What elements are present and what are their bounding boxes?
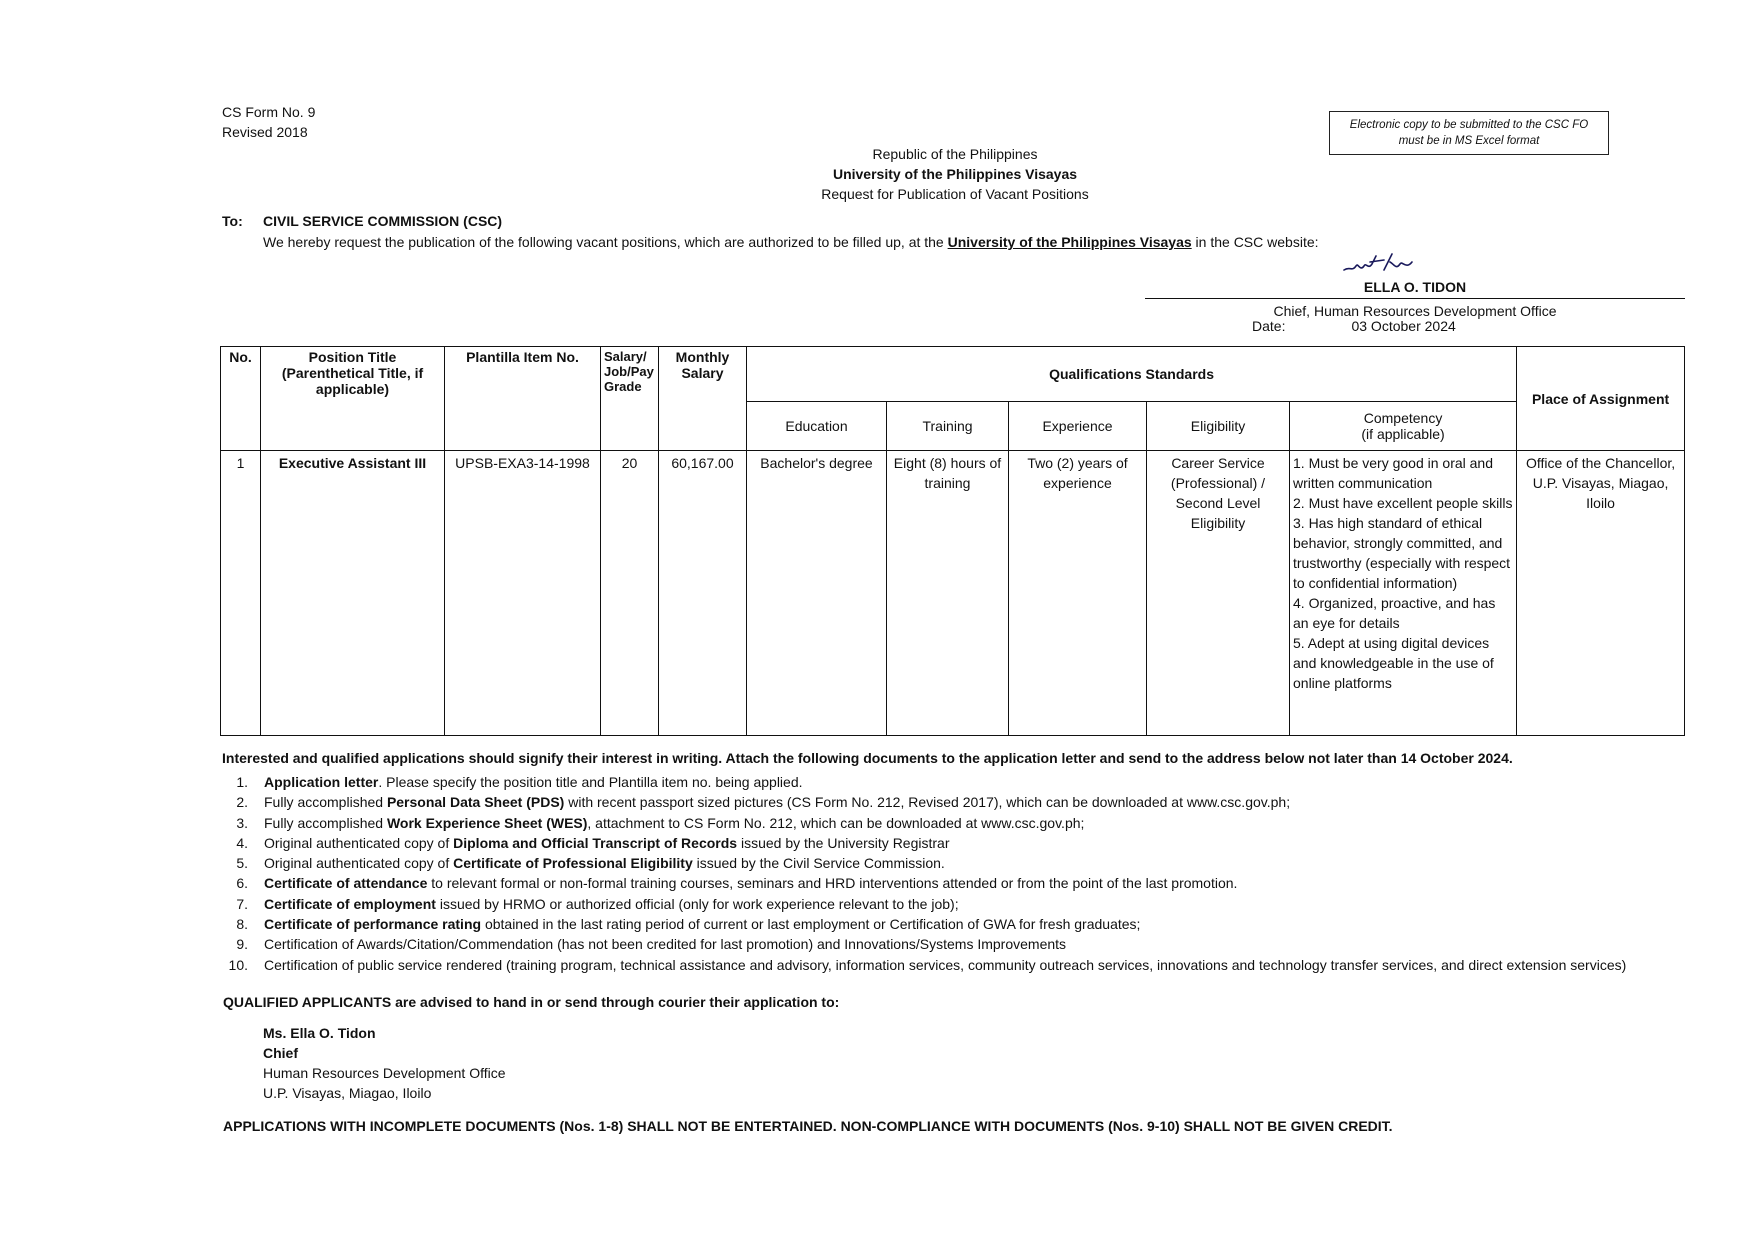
- cell-education: Bachelor's degree: [747, 451, 887, 736]
- item-text: Certification of Awards/Citation/Commendation (has not been credited for last promotion) and Innovations/Systems Improvements: [264, 936, 1067, 953]
- item-number: 7.: [236, 895, 248, 912]
- header-place: Place of Assignment: [1517, 347, 1685, 451]
- address-name: Ms. Ella O. Tidon: [263, 1025, 376, 1041]
- header-agency: University of the Philippines Visayas: [832, 166, 1078, 182]
- competency-item: 3. Has high standard of ethical behavior, strongly committed, and trustworthy (especially with respect to confidential information): [1293, 515, 1511, 591]
- header-country: Republic of the Philippines: [872, 146, 1038, 162]
- cell-salary: 60,167.00: [659, 451, 747, 736]
- item-bold: Certificate of attendance: [264, 875, 428, 892]
- list-item: [222, 853, 1626, 873]
- item-text: issued by the Civil Service Commission.: [692, 855, 945, 872]
- date-value: 03 October 2024: [1351, 318, 1456, 334]
- form-number: CS Form No. 9: [222, 104, 316, 120]
- address-office: Human Resources Development Office: [263, 1065, 506, 1081]
- item-text: Certification of public service rendered (training program, technical assistance and advisory, information services, community outreach services, innovations and technology transfer services, and direct extension services): [264, 956, 1627, 973]
- competency-item: 1. Must be very good in oral and written communication: [1293, 455, 1494, 491]
- header-qualifications: Qualifications Standards: [747, 347, 1517, 402]
- list-item: [222, 934, 1626, 954]
- final-notice: APPLICATIONS WITH INCOMPLETE DOCUMENTS (Nos. 1-8) SHALL NOT BE ENTERTAINED. NON-COMPLIANCE WITH DOCUMENTS (Nos. 9-10) SHALL NOT BE GIVEN CREDIT.: [223, 1118, 1393, 1134]
- list-item: [222, 772, 1626, 792]
- signatory-block: [1145, 277, 1685, 321]
- header-education: Education: [747, 402, 887, 451]
- application-instructions: Interested and qualified applications should signify their interest in writing. Attach the following documents to the application letter and send to the address below not later than 14 October 2024.: [222, 750, 1513, 766]
- excel-format-notice: [1329, 111, 1609, 155]
- signatory-title: Chief, Human Resources Development Office: [1273, 303, 1557, 319]
- competency-item: 2. Must have excellent people skills: [1293, 495, 1513, 511]
- date-row: [1252, 318, 1456, 334]
- cell-no: 1: [221, 451, 261, 736]
- intro-agency: University of the Philippines Visayas: [947, 234, 1192, 250]
- cell-training: Eight (8) hours of training: [887, 451, 1009, 736]
- cell-position: Executive Assistant III: [261, 451, 445, 736]
- qualified-applicants-notice: QUALIFIED APPLICANTS are advised to hand in or send through courier their application to:: [223, 994, 840, 1010]
- item-text: obtained in the last rating period of current or last employment or Certification of GWA for fresh graduates;: [481, 916, 1141, 933]
- cell-grade: 20: [601, 451, 659, 736]
- mailing-address: [263, 1023, 506, 1103]
- header-subject: Request for Publication of Vacant Positions: [821, 186, 1089, 202]
- vacancy-table: [220, 346, 1685, 736]
- header-no: No.: [221, 347, 261, 451]
- header-competency: [1290, 402, 1517, 451]
- item-number: 3.: [236, 814, 248, 831]
- form-revision: Revised 2018: [222, 124, 308, 140]
- header-experience: Experience: [1009, 402, 1147, 451]
- competency-note: (if applicable): [1361, 426, 1445, 442]
- recipient-label: To:: [222, 213, 243, 229]
- item-number: 4.: [236, 834, 248, 851]
- item-bold: Certificate of employment: [264, 895, 436, 912]
- header-eligibility: Eligibility: [1147, 402, 1290, 451]
- item-text: to relevant formal or non-formal training courses, seminars and HRD interventions attended or from the point of the last promotion.: [427, 875, 1238, 892]
- header-grade: Salary/ Job/Pay Grade: [601, 347, 659, 451]
- item-text: Fully accomplished: [264, 794, 387, 811]
- list-item: [222, 914, 1626, 934]
- item-text: Fully accomplished: [264, 814, 387, 831]
- signature-line: [1145, 298, 1685, 299]
- document-header: [620, 144, 1290, 204]
- date-label: Date:: [1252, 318, 1286, 334]
- list-item: [222, 792, 1626, 812]
- signature-icon: [1340, 248, 1420, 278]
- list-item: [222, 873, 1626, 893]
- item-bold: Certificate of performance rating: [264, 916, 482, 933]
- item-bold: Application letter: [264, 774, 379, 790]
- header-position: Position Title (Parenthetical Title, if applicable): [261, 347, 445, 451]
- signatory-name: ELLA O. TIDON: [1363, 279, 1467, 295]
- list-item: [222, 955, 1626, 975]
- cell-experience: Two (2) years of experience: [1009, 451, 1147, 736]
- item-number: 9.: [236, 936, 248, 953]
- item-text: Original authenticated copy of: [264, 834, 454, 851]
- intro-after: in the CSC website:: [1191, 234, 1319, 250]
- item-text: issued by HRMO or authorized official (only for work experience relevant to the job);: [435, 895, 959, 912]
- notice-line-2: must be in MS Excel format: [1398, 135, 1540, 147]
- intro-before: We hereby request the publication of the following vacant positions, which are authorized to be filled up, at the: [263, 234, 948, 250]
- item-bold: Personal Data Sheet (PDS): [386, 794, 565, 811]
- form-identifier: [222, 102, 315, 142]
- address-title: Chief: [263, 1045, 298, 1061]
- request-intro: [263, 234, 1319, 250]
- header-plantilla: Plantilla Item No.: [445, 347, 601, 451]
- item-text: Original authenticated copy of: [264, 855, 454, 872]
- list-item: [222, 833, 1626, 853]
- notice-line-1: Electronic copy to be submitted to the CSC FO: [1349, 119, 1589, 131]
- item-number: 6.: [236, 875, 248, 892]
- table-row: [221, 451, 1685, 736]
- header-training: Training: [887, 402, 1009, 451]
- header-salary: Monthly Salary: [659, 347, 747, 451]
- item-number: 1.: [236, 774, 248, 790]
- item-text: issued by the University Registrar: [737, 834, 950, 851]
- list-item: [222, 894, 1626, 914]
- item-text: . Please specify the position title and Plantilla item no. being applied.: [378, 774, 803, 790]
- item-number: 2.: [236, 794, 248, 811]
- cell-plantilla: UPSB-EXA3-14-1998: [445, 451, 601, 736]
- item-text: , attachment to CS Form No. 212, which can be downloaded at www.csc.gov.ph;: [587, 814, 1085, 831]
- item-text: with recent passport sized pictures (CS Form No. 212, Revised 2017), which can be downloaded at www.csc.gov.ph;: [564, 794, 1291, 811]
- cell-eligibility: Career Service (Professional) / Second Level Eligibility: [1147, 451, 1290, 736]
- competency-label: Competency: [1363, 410, 1443, 426]
- recipient-name: CIVIL SERVICE COMMISSION (CSC): [263, 213, 503, 229]
- cell-place: Office of the Chancellor, U.P. Visayas, Miagao, Iloilo: [1517, 451, 1685, 736]
- item-bold: Work Experience Sheet (WES): [386, 814, 588, 831]
- address-location: U.P. Visayas, Miagao, Iloilo: [263, 1085, 432, 1101]
- required-documents-list: [222, 772, 1626, 975]
- competency-item: 5. Adept at using digital devices and knowledgeable in the use of online platforms: [1293, 635, 1494, 691]
- item-bold: Diploma and Official Transcript of Records: [453, 834, 738, 851]
- item-number: 5.: [236, 855, 248, 872]
- cell-competency: [1290, 451, 1517, 736]
- item-number: 10.: [228, 956, 248, 973]
- competency-item: 4. Organized, proactive, and has an eye for details: [1293, 595, 1496, 631]
- list-item: [222, 813, 1626, 833]
- item-bold: Certificate of Professional Eligibility: [453, 855, 693, 872]
- item-number: 8.: [236, 916, 248, 933]
